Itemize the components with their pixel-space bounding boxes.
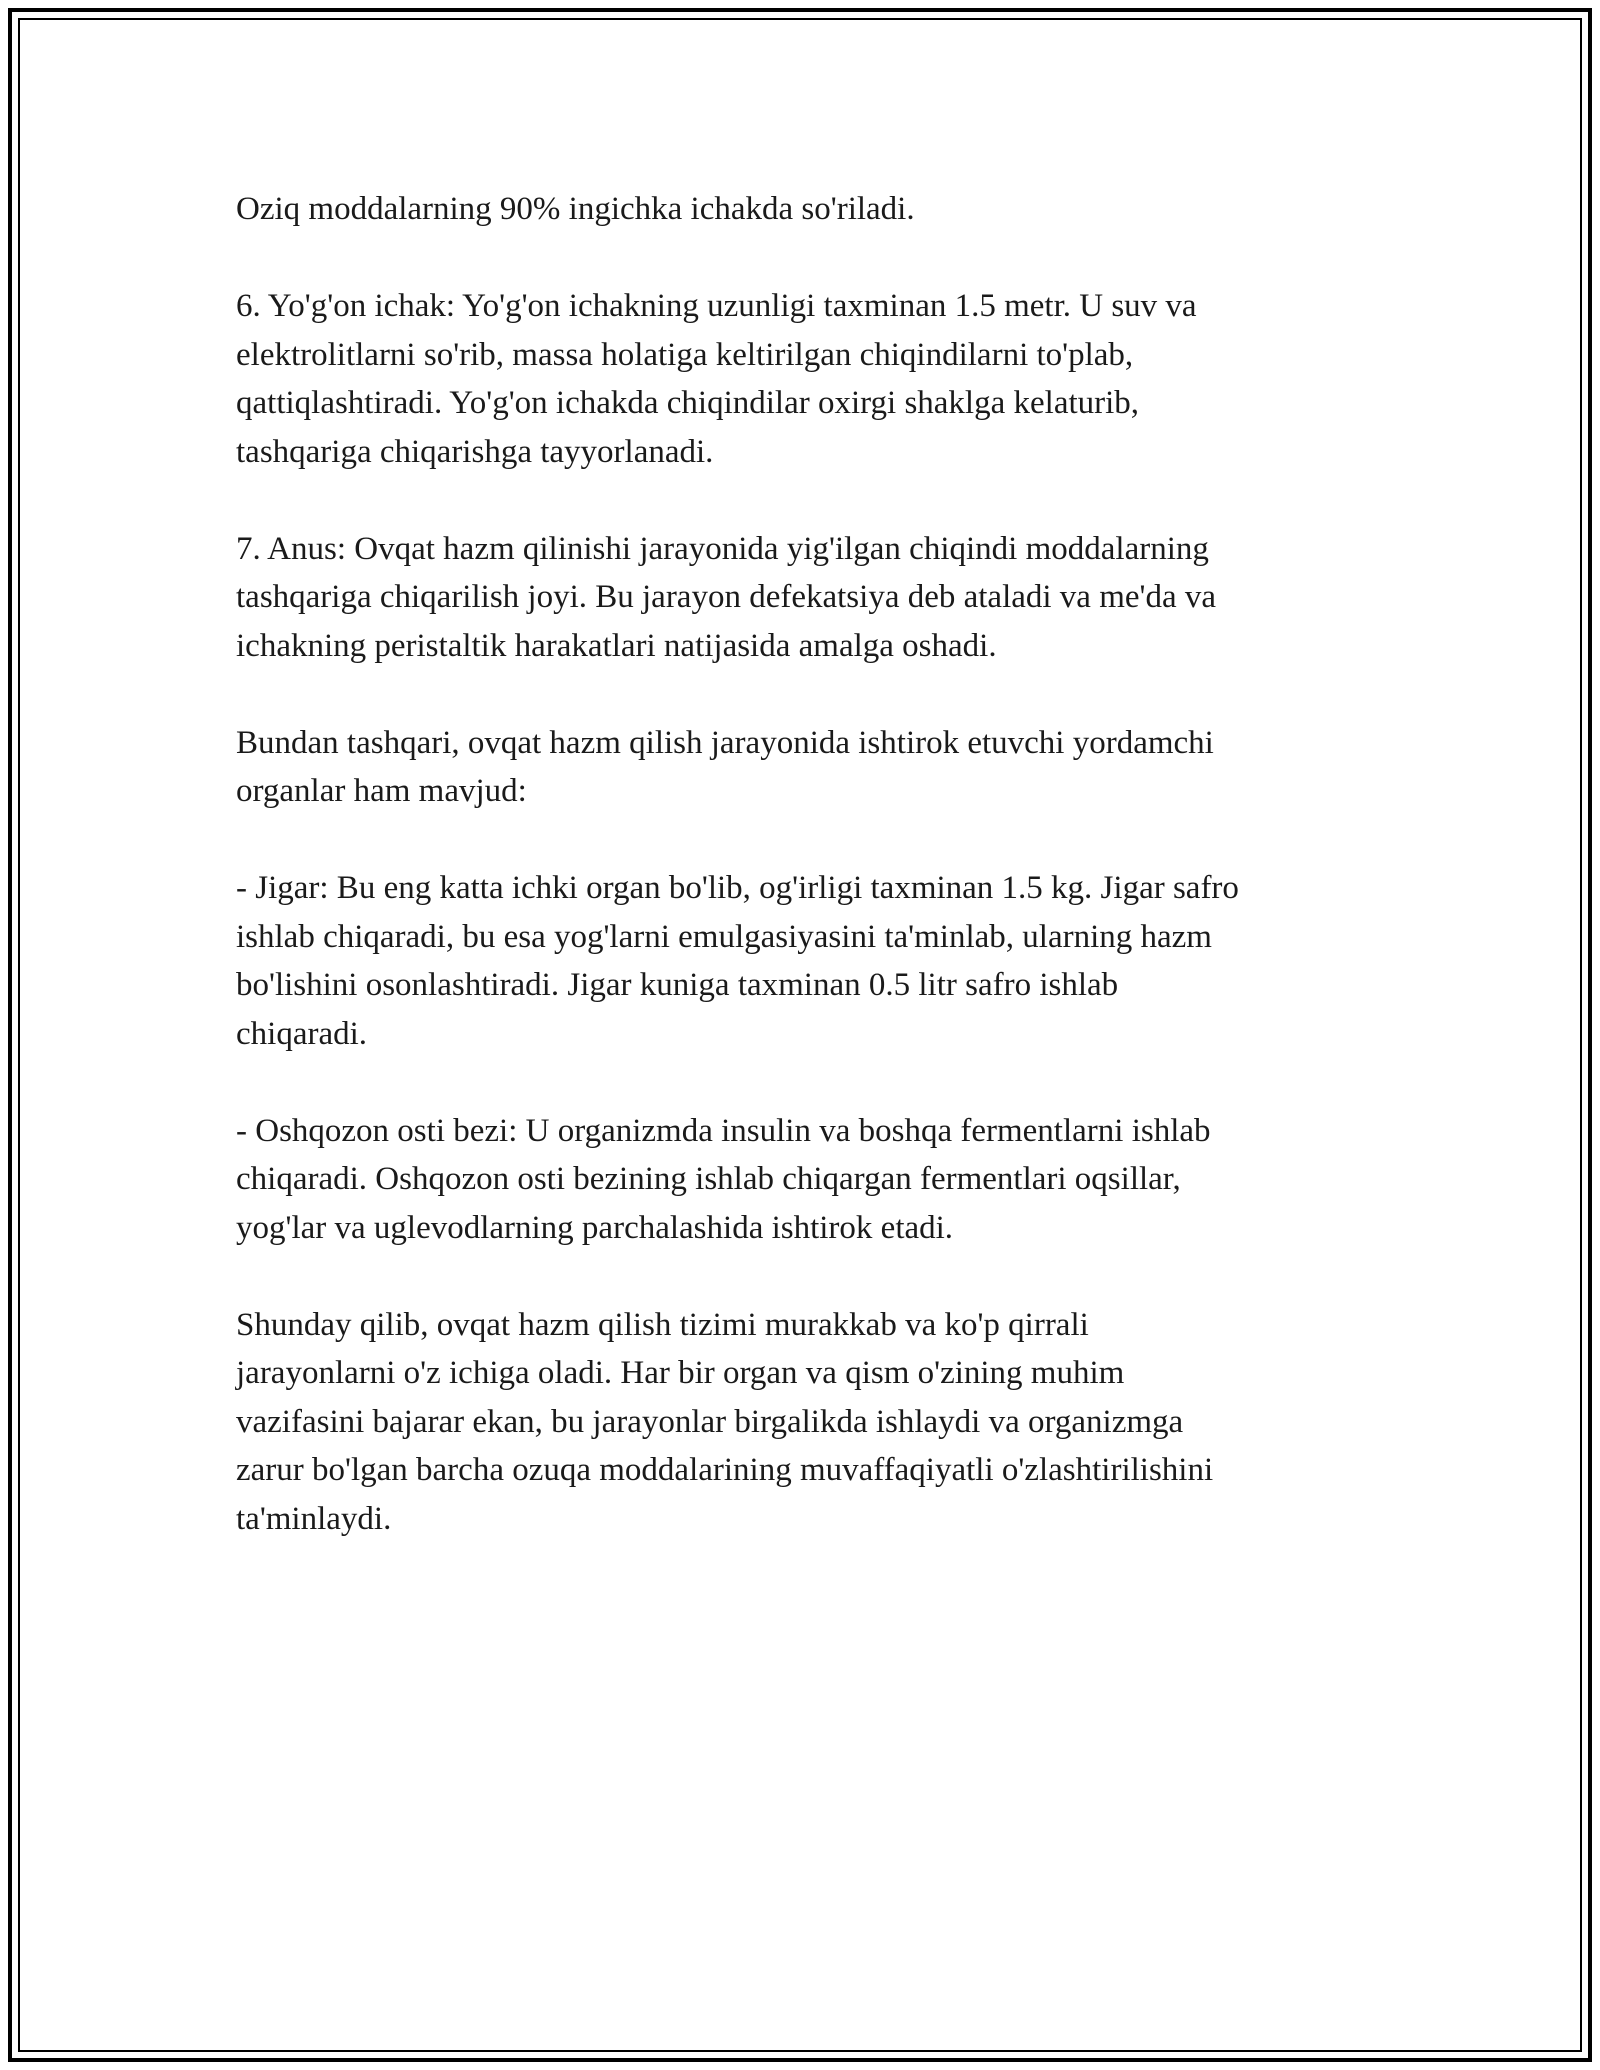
paragraph-large-intestine: 6. Yo'g'on ichak: Yo'g'on ichakning uzunligi taxminan 1.5 metr. U suv va elektrolitlarni so'rib, massa holatiga keltirilgan chiqindilarni to'plab, qattiqlashtiradi. Yo'g'on ichakda chiqindilar oxirgi shaklga kelaturib, tashqariga chiqarishga tayyorlanadi.: [236, 288, 1197, 470]
paragraph-pancreas: - Oshqozon osti bezi: U organizmda insulin va boshqa fermentlarni ishlab chiqaradi. Oshqozon osti bezining ishlab chiqargan fermentlari oqsillar, yog'lar va uglevodlarning parchalashida ishtirok etadi.: [236, 1112, 1211, 1246]
paragraph-conclusion: Shunday qilib, ovqat hazm qilish tizimi murakkab va ko'p qirrali jarayonlarni o'z ichiga oladi. Har bir organ va qism o'zining muhim vazifasini bajarar ekan, bu jarayonlar birgalikda ishlaydi va organizmga zarur bo'lgan barcha ozuqa moddalarining muvaffaqiyatli o'zlashtirilishini ta'minlaydi.: [236, 1306, 1214, 1537]
paragraph-anus: 7. Anus: Ovqat hazm qilinishi jarayonida yig'ilgan chiqindi moddalarning tashqariga chiqarilish joyi. Bu jarayon defekatsiya deb ataladi va me'da va ichakning peristaltik harakatlari natijasida amalga oshadi.: [236, 530, 1217, 664]
paragraph-absorption-note: Oziq moddalarning 90% ingichka ichakda so'riladi.: [236, 191, 915, 227]
document-body: [236, 185, 1386, 1592]
paragraph-auxiliary-organs-intro: Bundan tashqari, ovqat hazm qilish jarayonida ishtirok etuvchi yordamchi organlar ham mavjud:: [236, 724, 1214, 809]
paragraph-liver: - Jigar: Bu eng katta ichki organ bo'lib, og'irligi taxminan 1.5 kg. Jigar safro ishlab chiqaradi, bu esa yog'larni emulgasiyasini ta'minlab, ularning hazm bo'lishini osonlashtiradi. Jigar kuniga taxminan 0.5 litr safro ishlab chiqaradi.: [236, 870, 1239, 1052]
